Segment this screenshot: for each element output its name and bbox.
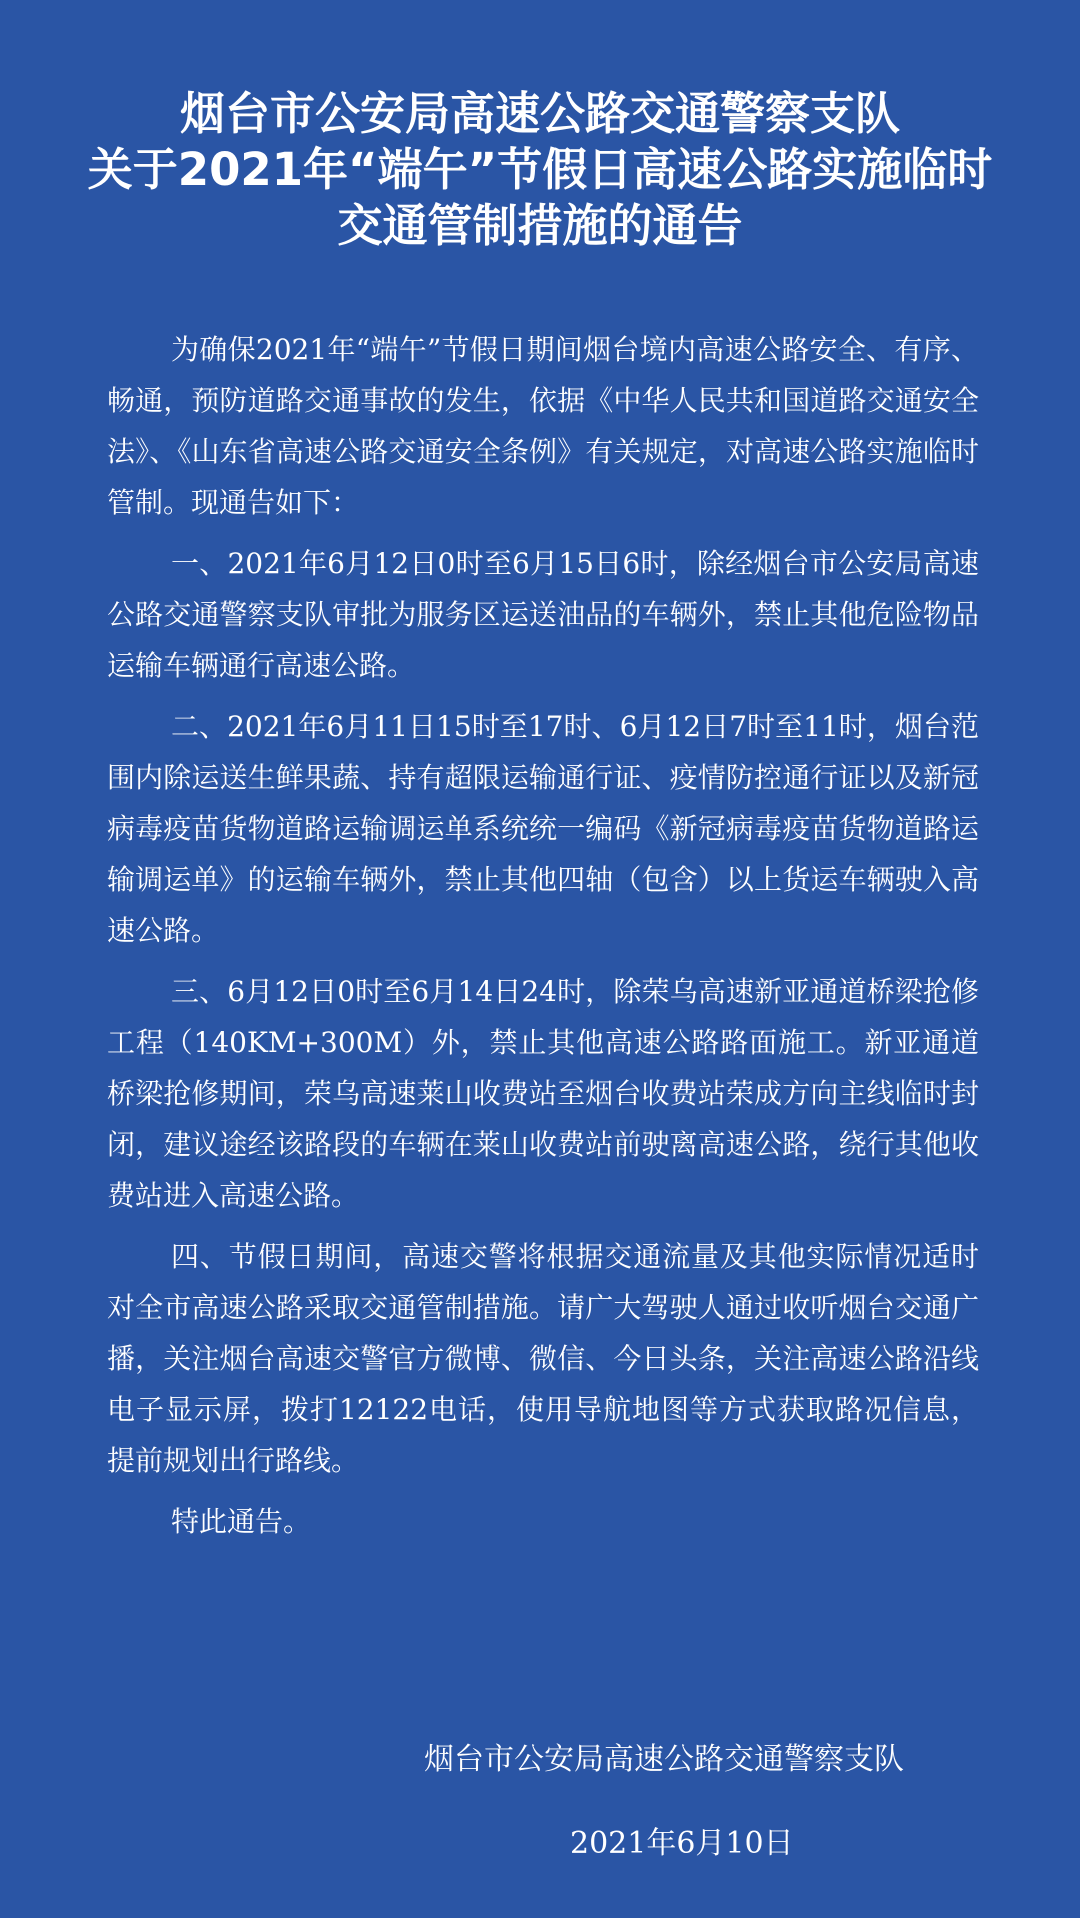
closing-line: 特此通告。 (171, 1505, 312, 1538)
notice-body (107, 324, 979, 1547)
item-one-paragraph: 一、2021年6月12日0时至6月15日6时，除经烟台市公安局高速公路交通警察支队审批为服务区运送油品的车辆外，禁止其他危险物品运输车辆通行高速公路。 (107, 547, 979, 682)
title-line-2: 关于2021年“端午”节假日高速公路实施临时 (87, 143, 993, 196)
item-four-paragraph: 四、节假日期间，高速交警将根据交通流量及其他实际情况适时对全市高速公路采取交通管制措施。请广大驾驶人通过收听烟台交通广播，关注烟台高速交警官方微博、微信、今日头条，关注高速公路沿线电子显示屏，拨打12122电话，使用导航地图等方式获取路况信息，提前规划出行路线。 (107, 1240, 979, 1477)
item-two-paragraph: 二、2021年6月11日15时至17时、6月12日7时至11时，烟台范围内除运送生鲜果蔬、持有超限运输通行证、疫情防控通行证以及新冠病毒疫苗货物道路运输调运单系统统一编码《新冠病毒疫苗货物道路运输调运单》的运输车辆外，禁止其他四轴（包含）以上货运车辆驶入高速公路。 (107, 710, 979, 947)
signature-organization: 烟台市公安局高速公路交通警察支队 (424, 1742, 904, 1777)
signature-date: 2021年6月10日 (570, 1826, 794, 1861)
intro-paragraph: 为确保2021年“端午”节假日期间烟台境内高速公路安全、有序、畅通，预防道路交通事故的发生，依据《中华人民共和国道路交通安全法》、《山东省高速公路交通安全条例》有关规定，对高速公路实施临时管制。现通告如下： (107, 333, 979, 519)
notice-title (0, 86, 1080, 254)
title-line-3: 交通管制措施的通告 (337, 199, 743, 252)
item-three-paragraph: 三、6月12日0时至6月14日24时，除荣乌高速新亚通道桥梁抢修工程（140KM+300M）外，禁止其他高速公路路面施工。新亚通道桥梁抢修期间，荣乌高速莱山收费站至烟台收费站荣成方向主线临时封闭，建议途经该路段的车辆在莱山收费站前驶离高速公路，绕行其他收费站进入高速公路。 (107, 975, 979, 1212)
title-line-1: 烟台市公安局高速公路交通警察支队 (179, 87, 900, 140)
